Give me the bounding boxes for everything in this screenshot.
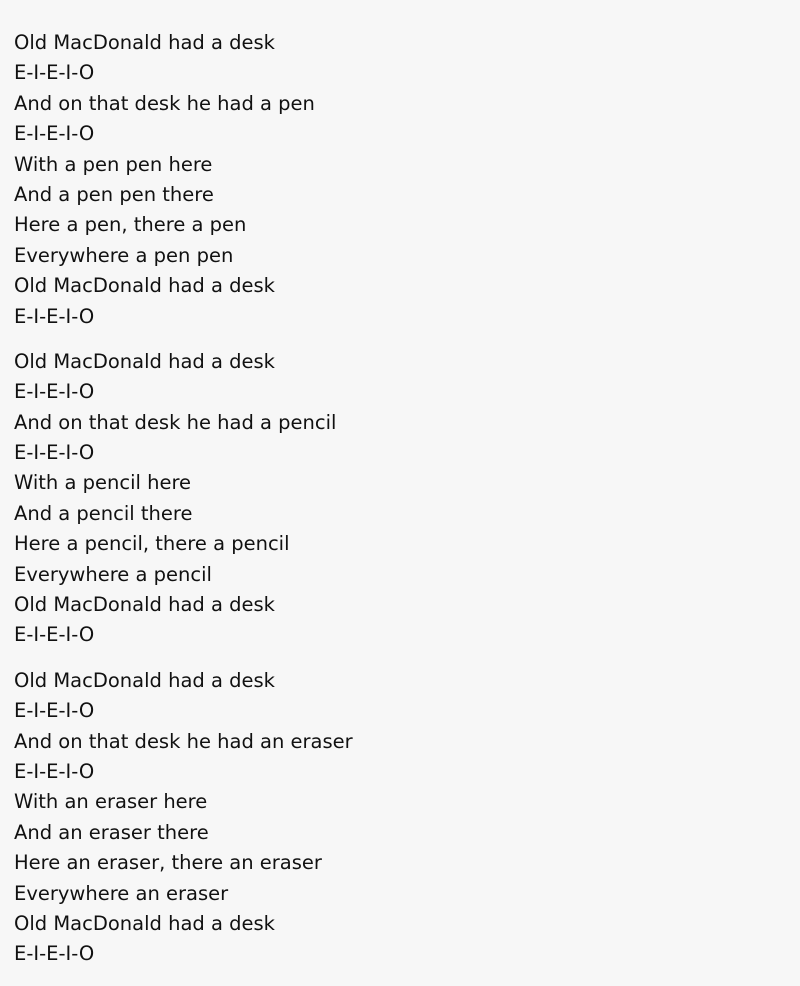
lyric-line: And an eraser there: [14, 820, 209, 844]
lyric-line: With an eraser here: [14, 790, 208, 814]
lyric-line: E-I-E-I-O: [14, 759, 95, 783]
lyric-line: With a pencil here: [14, 471, 192, 495]
lyric-line: Here a pencil, there a pencil: [14, 532, 290, 556]
lyric-line: E-I-E-I-O: [14, 380, 95, 404]
lyric-line: E-I-E-I-O: [14, 441, 95, 465]
lyric-line: Old MacDonald had a desk: [14, 593, 275, 617]
lyric-line: And on that desk he had an eraser: [14, 729, 353, 753]
lyric-line: Everywhere a pencil: [14, 562, 212, 586]
lyric-line: Old MacDonald had a desk: [14, 31, 275, 54]
lyric-line: And on that desk he had a pencil: [14, 410, 337, 434]
lyric-line: E-I-E-I-O: [14, 122, 95, 146]
stanza-pencil: [14, 347, 800, 651]
stanza-pen: [14, 28, 800, 332]
lyric-line: Old MacDonald had a desk: [14, 274, 275, 298]
lyric-line: With a pen pen here: [14, 152, 213, 176]
lyric-line: Old MacDonald had a desk: [14, 668, 275, 692]
lyric-line: E-I-E-I-O: [14, 623, 95, 647]
lyric-line: And a pencil there: [14, 501, 193, 525]
lyric-line: Here a pen, there a pen: [14, 213, 247, 237]
lyric-line: Here an eraser, there an eraser: [14, 851, 322, 875]
lyric-line: Old MacDonald had a desk: [14, 911, 275, 935]
lyric-line: Everywhere an eraser: [14, 881, 229, 905]
stanza-eraser: [14, 666, 800, 970]
lyric-line: E-I-E-I-O: [14, 304, 95, 328]
lyric-line: And a pen pen there: [14, 182, 214, 206]
lyric-line: Old MacDonald had a desk: [14, 349, 275, 373]
lyric-line: And on that desk he had a pen: [14, 91, 315, 115]
lyric-line: E-I-E-I-O: [14, 699, 95, 723]
lyric-line: E-I-E-I-O: [14, 942, 95, 966]
lyric-line: E-I-E-I-O: [14, 61, 95, 85]
lyric-line: Everywhere a pen pen: [14, 243, 234, 267]
